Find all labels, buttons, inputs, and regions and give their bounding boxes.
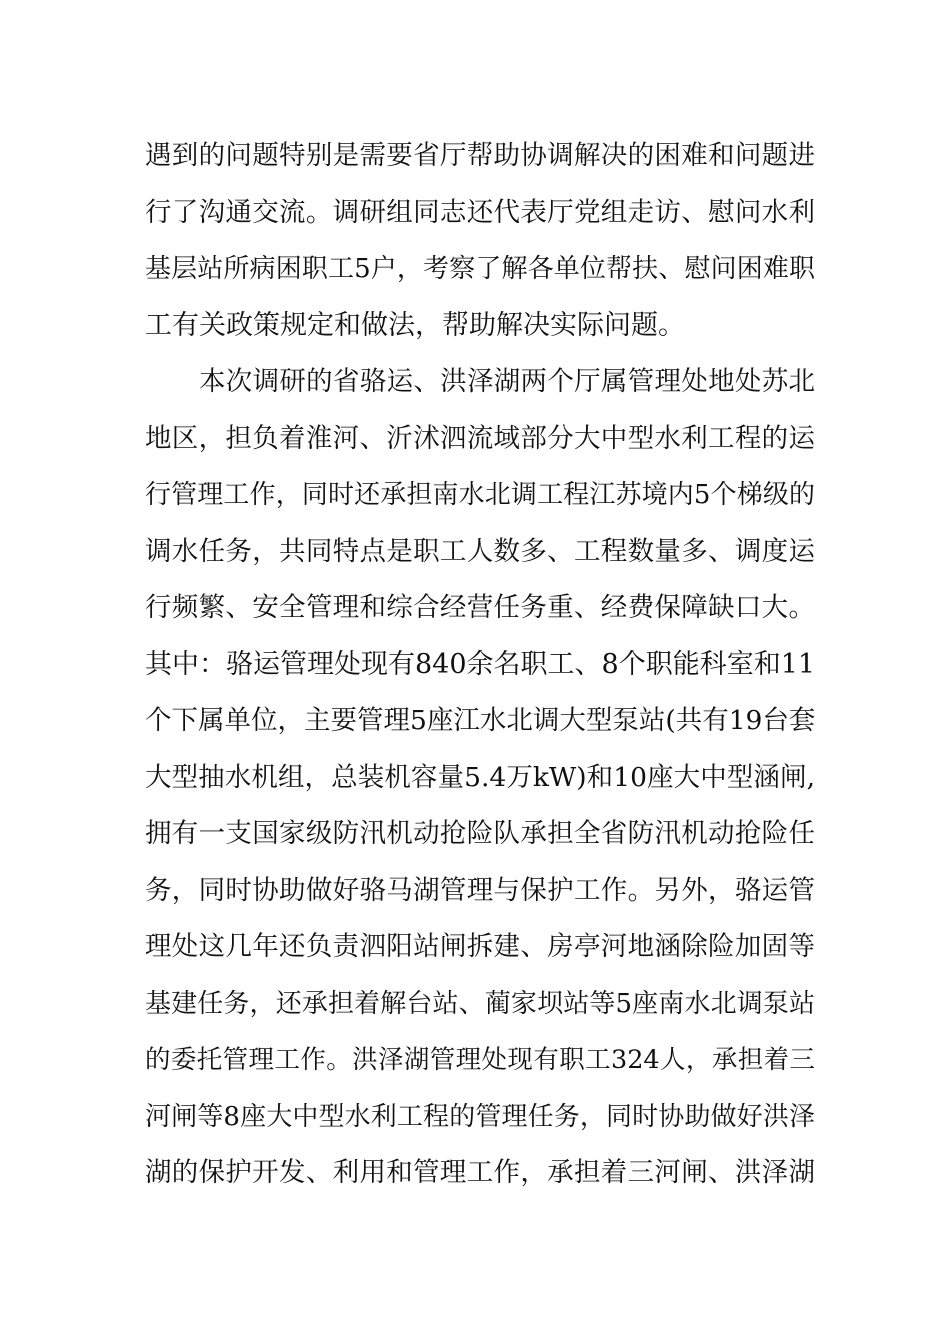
text-line: 拥有一支国家级防汛机动抢险队承担全省防汛机动抢险任 [145, 818, 815, 849]
text-line: 调水任务，共同特点是职工人数多、工程数量多、调度运 [145, 535, 815, 567]
text-line: 的委托管理工作。洪泽湖管理处现有职工324人，承担着三 [145, 1045, 815, 1075]
text-line: 本次调研的省骆运、洪泽湖两个厅属管理处地处苏北 [199, 366, 815, 397]
body-text [145, 128, 815, 1202]
text-line: 遇到的问题特别是需要省厅帮助协调解决的困难和问题进 [145, 140, 815, 171]
text-line: 大型抽水机组，总装机容量5.4万kW)和10座大中型涵闸, [145, 761, 815, 793]
text-line: 湖的保护开发、利用和管理工作，承担着三河闸、洪泽湖 [145, 1157, 815, 1188]
text-line: 基层站所病困职工5户，考察了解各单位帮扶、慰问困难职 [145, 254, 815, 284]
text-line: 工有关政策规定和做法，帮助解决实际问题。 [145, 309, 685, 341]
text-line: 个下属单位，主要管理5座江水北调大型泵站(共有19台套 [145, 705, 816, 736]
text-line: 理处这几年还负责泗阳站闸拆建、房亭河地涵除险加固等 [145, 931, 815, 962]
text-line: 其中：骆运管理处现有840余名职工、8个职能科室和11 [145, 648, 816, 680]
text-line: 行了沟通交流。调研组同志还代表厅党组走访、慰问水利 [145, 196, 815, 228]
text-line: 基建任务，还承担着解台站、蔺家坝站等5座南水北调泵站 [145, 988, 815, 1019]
text-line: 地区，担负着淮河、沂沭泗流域部分大中型水利工程的运 [145, 422, 815, 454]
text-line: 河闸等8座大中型水利工程的管理任务，同时协助做好洪泽 [145, 1101, 815, 1132]
text-line: 务，同时协助做好骆马湖管理与保护工作。另外，骆运管 [145, 874, 815, 906]
text-line: 行管理工作，同时还承担南水北调工程江苏境内5个梯级的 [145, 480, 815, 510]
text-line: 行频繁、安全管理和综合经营任务重、经费保障缺口大。 [145, 592, 815, 623]
